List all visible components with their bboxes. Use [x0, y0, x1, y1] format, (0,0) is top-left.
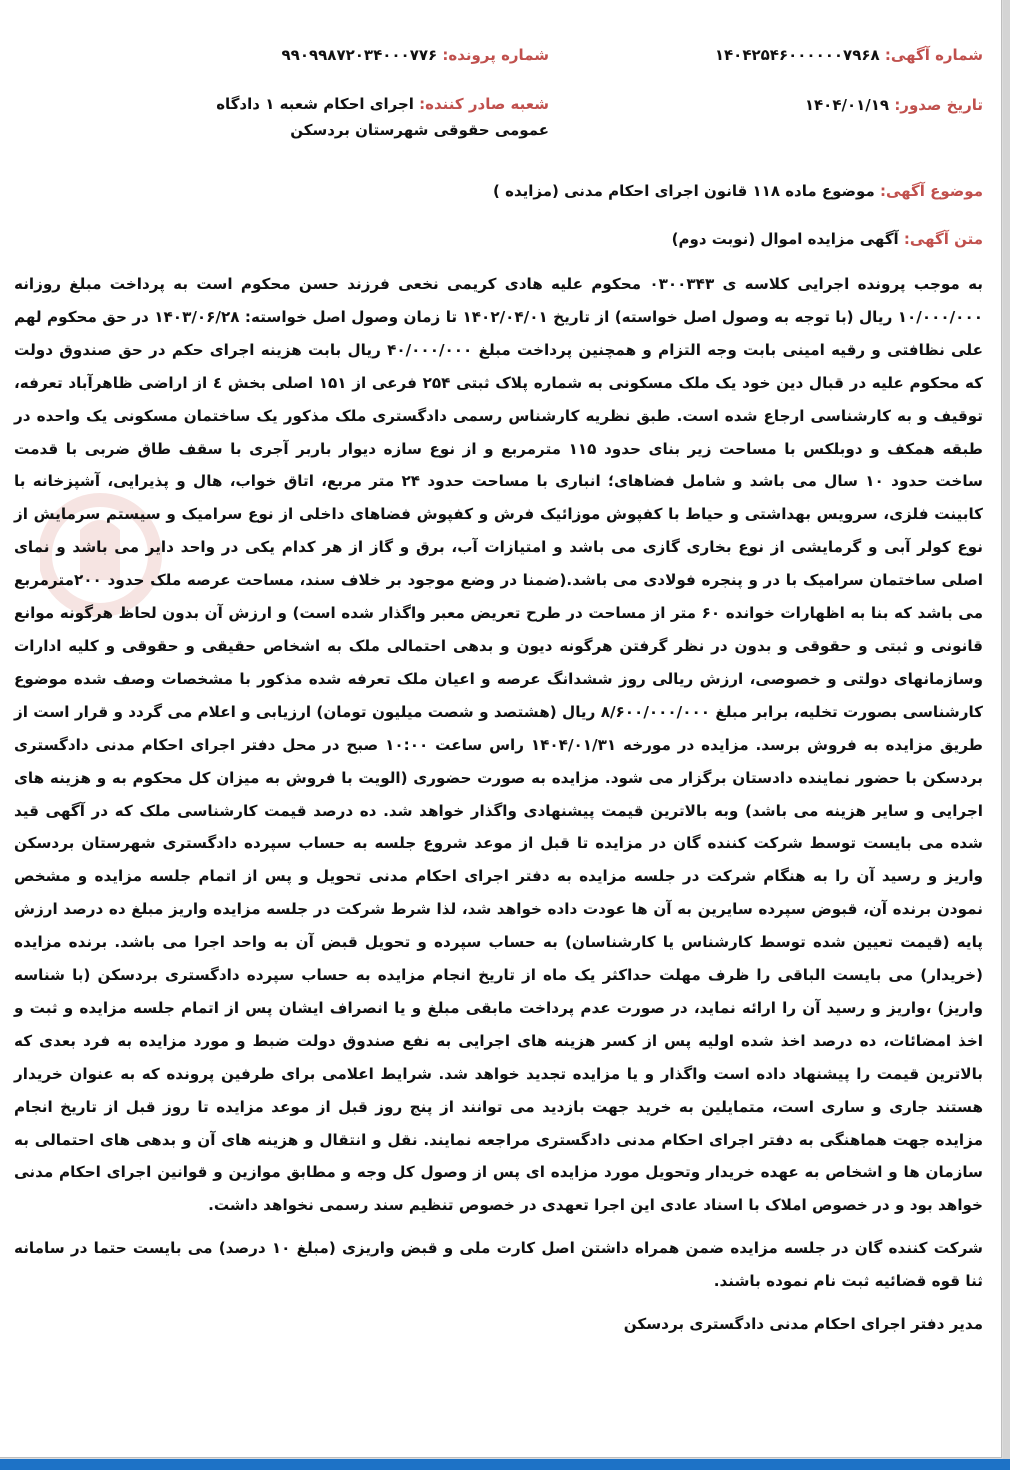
- ad-text-value: آگهی مزایده اموال (نوبت دوم): [671, 230, 899, 248]
- issue-date: [805, 96, 983, 114]
- window-frame-bottom: [0, 1459, 1010, 1470]
- ad-text-label: متن آگهی:: [903, 230, 983, 248]
- window-frame-right: [1003, 0, 1010, 1470]
- subject-label: موضوع آگهی:: [879, 182, 983, 200]
- ad-number-value: ۱۴۰۴۲۵۴۶۰۰۰۰۰۰۷۹۶۸: [714, 46, 880, 64]
- case-number-label: شماره پرونده:: [442, 46, 549, 64]
- body-paragraph-participants: شرکت کننده گان در جلسه مزایده ضمن همراه داشتن اصل کارت ملی و قبض واریزی (مبلغ ۱۰ درصد) می بایست حتما در سامانه ثنا قوه قضائیه ثبت نام نموده باشند.: [14, 1239, 983, 1291]
- subject-value: موضوع ماده ۱۱۸ قانون اجرای احکام مدنی (مزایده ): [493, 182, 875, 200]
- ad-text-heading: [672, 230, 983, 248]
- notice-body: [14, 268, 983, 1341]
- issuing-branch: [179, 91, 549, 143]
- ad-subject: [493, 182, 983, 200]
- issuer-label: شعبه صادر کننده:: [419, 95, 549, 113]
- issuer-value: اجرای احکام شعبه ۱ دادگاه عمومی حقوقی شهرستان بردسکن: [216, 95, 549, 139]
- case-number-value: ۹۹۰۹۹۸۷۲۰۳۴۰۰۰۷۷۶: [281, 46, 438, 64]
- signature-line: مدیر دفتر اجرای احکام مدنی دادگستری بردسکن: [623, 1315, 983, 1334]
- ad-number-label: شماره آگهی:: [884, 46, 983, 64]
- issue-date-value: ۱۴۰۴/۰۱/۱۹: [804, 96, 890, 114]
- body-paragraph-main: به موجب پرونده اجرایی کلاسه ی ۰۳۰۰۳۴۳ محکوم علیه هادی کریمی نخعی فرزند حسن محکوم است به پرداخت مبلغ روزانه ۱۰/۰۰۰/۰۰۰ ریال (با توجه به وصول اصل خواسته) از تاریخ ۱۴۰۲/۰۴/۰۱ تا زمان وصول اصل خواسته: ۱۴۰۳/۰۶/۲۸ در حق محکوم لهم علی نظافتی و رقیه امینی بابت وجه التزام و همچنین پرداخت مبلغ ۴۰/۰۰۰/۰۰۰ ریال بابت هزینه اجرای حکم در حق صندوق دولت که محکوم علیه در قبال دین خود یک ملک مسکونی به شماره پلاک ثبتی ۲۵۴ فرعی از ۱۵۱ اصلی بخش ٤ از اراضی ظاهرآباد تعرفه، توقیف و به کارشناسی ارجاع شده است. طبق نظریه کارشناس رسمی دادگستری ملک مذکور یک ساختمان مسکونی یک واحده در طبقه همکف و دوبلکس با مساحت زیر بنای حدود ۱۱۵ مترمربع و از نوع سازه دیوار باربر آجری با سقف طاق ضربی با قدمت ساخت حدود ۱۰ سال می باشد و شامل فضاهای؛ انباری با مساحت حدود ۲۴ متر مربع، اتاق خواب، هال و پذیرایی، آشپزخانه با کابینت فلزی، سرویس بهداشتی و حیاط با کفپوش موزائیک فرش و کفپوش فضاهای داخلی از نوع سرامیک و سیستم سرمایش از نوع کولر آبی و گرمایشی از نوع بخاری گازی می باشد و امتیازات آب، برق و گاز از هر کدام یکی در واحد دایر می باشد و نمای اصلی ساختمان سرامیک با در و پنجره فولادی می باشد.(ضمنا در وضع موجود بر خلاف سند، مساحت عرصه ملک حدود ۲۰۰مترمربع می باشد که بنا به اظهارات خوانده ۶۰ متر از مساحت در طرح تعریض معبر واگذار شده است) و ارزش آن بدون لحاظ هرگونه موانع قانونی و ثبتی و حقوقی و بدون در نظر گرفتن هرگونه دیون و بدهی احتمالی ملک به اشخاص حقیقی و حقوقی و کلیه ادارات وسازمانهای دولتی و خصوصی، ارزش ریالی روز ششدانگ عرصه و اعیان ملک تعرفه شده مذکور با مشخصات وصف شده موضوع کارشناسی بصورت تخلیه، برابر مبلغ ۸/۶۰۰/۰۰۰/۰۰۰ ریال (هشتصد و شصت میلیون تومان) ارزیابی و اعلام می گردد و قرار است از طریق مزایده به فروش برسد. مزایده در مورخه ۱۴۰۴/۰۱/۳۱ راس ساعت ۱۰:۰۰ صبح در محل دفتر اجرای احکام مدنی دادگستری بردسکن با حضور نماینده دادستان برگزار می شود. مزایده به صورت حضوری (الویت با فروش به میزان کل محکوم به و هزینه های اجرایی و سایر هزینه می باشد) وبه بالاترین قیمت پیشنهادی واگذار خواهد شد. ده درصد قیمت کارشناسی ملک که در آگهی قید شده می بایست توسط شرکت کننده گان در مزایده تا قبل از موعد شروع جلسه به حساب سپرده دادگستری شهرستان بردسکن واریز و رسید آن را به هنگام شرکت در جلسه مزایده به دفتر اجرای احکام مدنی تحویل و پس از اتمام جلسه مزایده و مشخص نمودن برنده آن، قبوض سپرده سایرین به آن ها عودت داده خواهد شد، لذا شرط شرکت در جلسه مزایده واریز مبلغ ده درصد ارزش پایه (قیمت تعیین شده توسط کارشناس یا کارشناسان) به حساب سپرده و تحویل قبض آن به واحد اجرا می باشد. برنده مزایده (خریدار) می بایست الباقی را ظرف مهلت حداکثر یک ماه از تاریخ انجام مزایده به حساب سپرده دادگستری بردسکن (با شناسه واریز) ،واریز و رسید آن را ارائه نماید، در صورت عدم پرداخت مابقی مبلغ و یا انصراف ایشان پس از اتمام جلسه مزایده و ثبت و اخذ امضائات، ده درصد اخذ شده اولیه پس از کسر هزینه های اجرایی به نفع صندوق دولت ضبط و مورد مزایده به فرد بعدی که بالاترین قیمت را پیشنهاد داده است واگذار و یا مزایده تجدید خواهد شد. شرایط اعلامی برای طرفین پرونده که به عنوان خریدار هستند جاری و ساری است، متمایلین به خرید جهت بازدید می توانند از پنج روز قبل از موعد مزایده تا روز قبل از تاریخ انجام مزایده جهت هماهنگی به دفتر اجرای احکام مدنی دادگستری مراجعه نمایند. نقل و انتقال و هزینه های آن و بدهی های احتمالی به سازمان ها و اشخاص به عهده خریدار وتحویل مورد مزایده ای پس از وصول کل وجه و مطابق موازین و قوانین اجرای احکام مدنی خواهد بود و در خصوص املاک با اسناد عادی این اجرا تعهدی در خصوص تنظیم سند رسمی نخواهد داشت.: [14, 275, 983, 1215]
- issue-date-label: تاریخ صدور:: [894, 96, 983, 114]
- case-number: [282, 46, 549, 64]
- ad-number: [715, 46, 983, 64]
